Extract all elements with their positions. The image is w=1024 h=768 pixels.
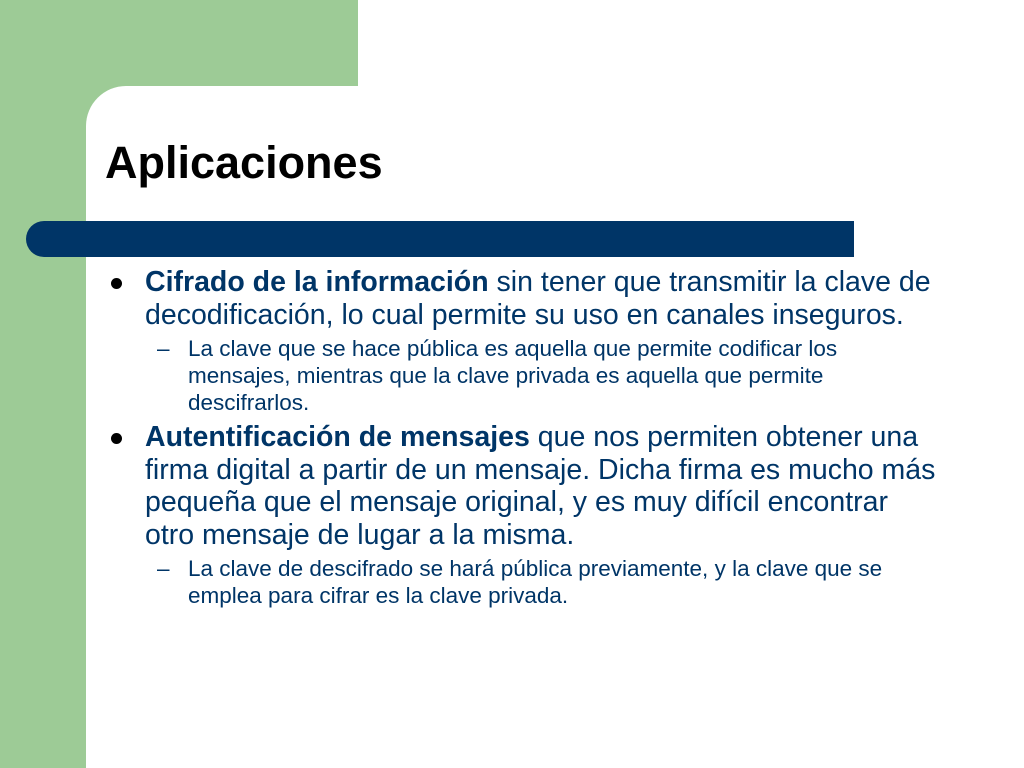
- bullet-item: [105, 421, 945, 551]
- slide-title: Aplicaciones: [105, 137, 383, 188]
- bullet-dot-icon: [111, 278, 122, 289]
- dash-marker: –: [157, 336, 170, 361]
- sub-bullet-item: [105, 335, 945, 416]
- title-underline-bar: [26, 221, 854, 257]
- dash-marker: –: [157, 556, 170, 581]
- bullet-heading: Autentificación de mensajes: [145, 421, 530, 453]
- slide-body: [105, 266, 945, 609]
- bullet-heading: Cifrado de la información: [145, 266, 489, 298]
- sub-bullet-text: La clave que se hace pública es aquella que permite codificar los mensajes, mientras que la clave privada es aquella que permite descifrarlos.: [188, 336, 838, 415]
- bullet-text: sin tener que transmitir la clave de decodificación, lo cual permite su uso en canales inseguros.: [145, 266, 931, 331]
- sub-bullet-text: La clave de descifrado se hará pública previamente, y la clave que se emplea para cifrar es la clave privada.: [188, 556, 883, 608]
- sub-bullet-item: [105, 555, 945, 609]
- bullet-text: que nos permiten obtener una firma digital a partir de un mensaje. Dicha firma es mucho más pequeña que el mensaje original, y es muy difícil encontrar otro mensaje de lugar a la misma.: [145, 421, 936, 551]
- bullet-item: [105, 266, 945, 331]
- bullet-dot-icon: [111, 433, 122, 444]
